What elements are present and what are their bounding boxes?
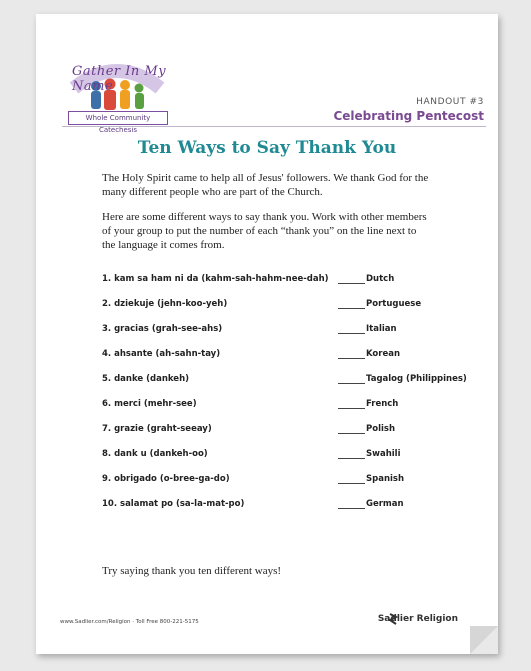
list-item [102,474,482,499]
language-name: French [366,399,399,409]
intro-paragraph-1: The Holy Spirit came to help all of Jesus' followers. We thank God for the many different people who are part of the Church. [102,172,429,198]
answer-blank [338,333,365,334]
handout-number: HANDOUT #3 [416,97,484,107]
list-item [102,324,482,349]
list-item [102,274,482,299]
list-item [102,374,482,399]
thank-you-phrase: 9. obrigado (o-bree-ga-do) [102,474,230,484]
thank-you-list [102,274,482,524]
thank-you-phrase: 6. merci (mehr-see) [102,399,197,409]
answer-blank [338,408,365,409]
language-name: Polish [366,424,396,434]
answer-blank [338,458,365,459]
logo-title: Gather In My Name [72,64,167,94]
thank-you-phrase: 3. gracias (grah-see-ahs) [102,324,223,334]
language-name: Italian [366,324,397,334]
closing-line: Try saying thank you ten different ways! [102,565,282,577]
thank-you-phrase: 1. kam sa ham ni da (kahm-sah-hahm-nee-dah) [102,274,329,284]
list-item [102,424,482,449]
language-name: Dutch [366,274,395,284]
language-name: Swahili [366,449,401,459]
handout-title: Celebrating Pentecost [333,109,484,123]
footer-contact: www.Sadlier.com/Religion · Toll Free 800-221-5175 [60,619,199,625]
logo-tagline: Whole Community Catechesis [68,111,168,125]
answer-blank [338,508,365,509]
thank-you-phrase: 5. danke (dankeh) [102,374,190,384]
list-item [102,449,482,474]
list-item [102,399,482,424]
list-item [102,349,482,374]
answer-blank [338,383,365,384]
answer-blank [338,433,365,434]
thank-you-phrase: 4. ahsante (ah-sahn-tay) [102,349,221,359]
intro-paragraph-2: Here are some different ways to say thank you. Work with other members of your group to put the number of each “thank you” on the line next to the language it comes from. [102,211,427,251]
handout-page [36,14,498,654]
answer-blank [338,358,365,359]
thank-you-phrase: 2. dziekuje (jehn-koo-yeh) [102,299,228,309]
header-divider [62,126,486,127]
thank-you-phrase: 7. grazie (graht-seeay) [102,424,212,434]
footer-brand: Sadlier Religion [377,614,458,624]
thank-you-phrase: 10. salamat po (sa-la-mat-po) [102,499,245,509]
language-name: Korean [366,349,401,359]
page-fold-corner [470,626,498,654]
language-name: Spanish [366,474,405,484]
language-name: Portuguese [366,299,422,309]
list-item [102,299,482,324]
thank-you-phrase: 8. dank u (dankeh-oo) [102,449,208,459]
answer-blank [338,283,365,284]
gather-in-my-name-logo [62,60,172,134]
answer-blank [338,308,365,309]
page-title: Ten Ways to Say Thank You [137,138,397,158]
list-item [102,499,482,524]
language-name: Tagalog (Philippines) [366,374,467,384]
language-name: German [366,499,404,509]
answer-blank [338,483,365,484]
